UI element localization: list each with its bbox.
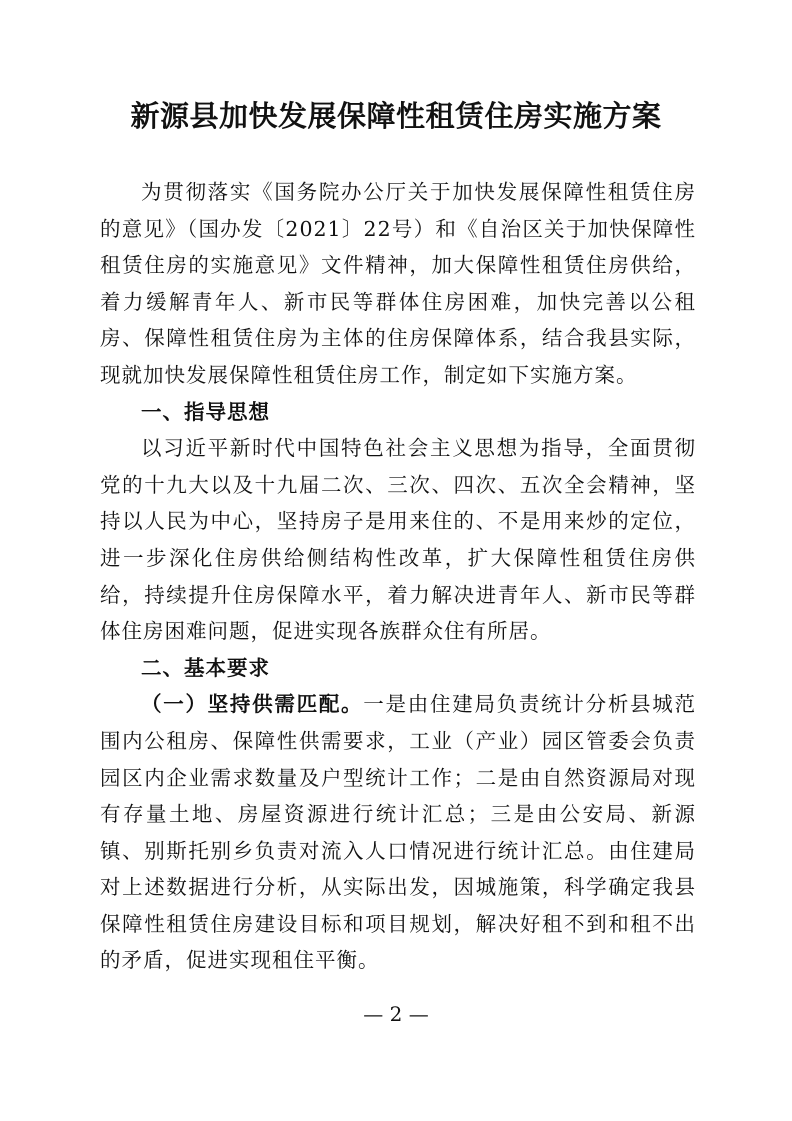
supply-demand-label: （一）坚持供需匹配。: [141, 692, 364, 717]
page-number: — 2 —: [363, 1002, 429, 1026]
section-heading-guiding-ideology: 一、指导思想: [141, 399, 270, 424]
supply-demand-paragraph: [100, 686, 696, 979]
intro-paragraph: 为贯彻落实《国务院办公厅关于加快发展保障性租赁住房的意见》（国办发〔2021〕22号）和《自治区关于加快保障性租赁住房的实施意见》文件精神，加大保障性租赁住房供给，着力缓解青年人、新市民等群体住房困难，加快完善以公租房、保障性租赁住房为主体的住房保障体系，结合我县实际，现就加快发展保障性租赁住房工作，制定如下实施方案。: [100, 180, 696, 387]
guiding-ideology-paragraph: 以习近平新时代中国特色社会主义思想为指导，全面贯彻党的十九大以及十九届二次、三次、四次、五次全会精神，坚持以人民为中心，坚持房子是用来住的、不是用来炒的定位，进一步深化住房供给侧结构性改革，扩大保障性租赁住房供给，持续提升住房保障水平，着力解决进青年人、新市民等群体住房困难问题，促进实现各族群众住有所居。: [100, 436, 696, 644]
document-title: 新源县加快发展保障性租赁住房实施方案: [130, 99, 662, 133]
supply-demand-text: 一是由住建局负责统计分析县城范围内公租房、保障性供需要求，工业（产业）园区管委会负责园区内企业需求数量及户型统计工作；二是由自然资源局对现有存量土地、房屋资源进行统计汇总；三是由公安局、新源镇、别斯托别乡负责对流入人口情况进行统计汇总。由住建局对上述数据进行分析，从实际出发，因城施策，科学确定我县保障性租赁住房建设目标和项目规划，解决好租不到和租不出的矛盾，促进实现租住平衡。: [100, 692, 697, 973]
section-heading-basic-requirements: 二、基本要求: [141, 655, 270, 680]
document-body: [100, 174, 696, 979]
